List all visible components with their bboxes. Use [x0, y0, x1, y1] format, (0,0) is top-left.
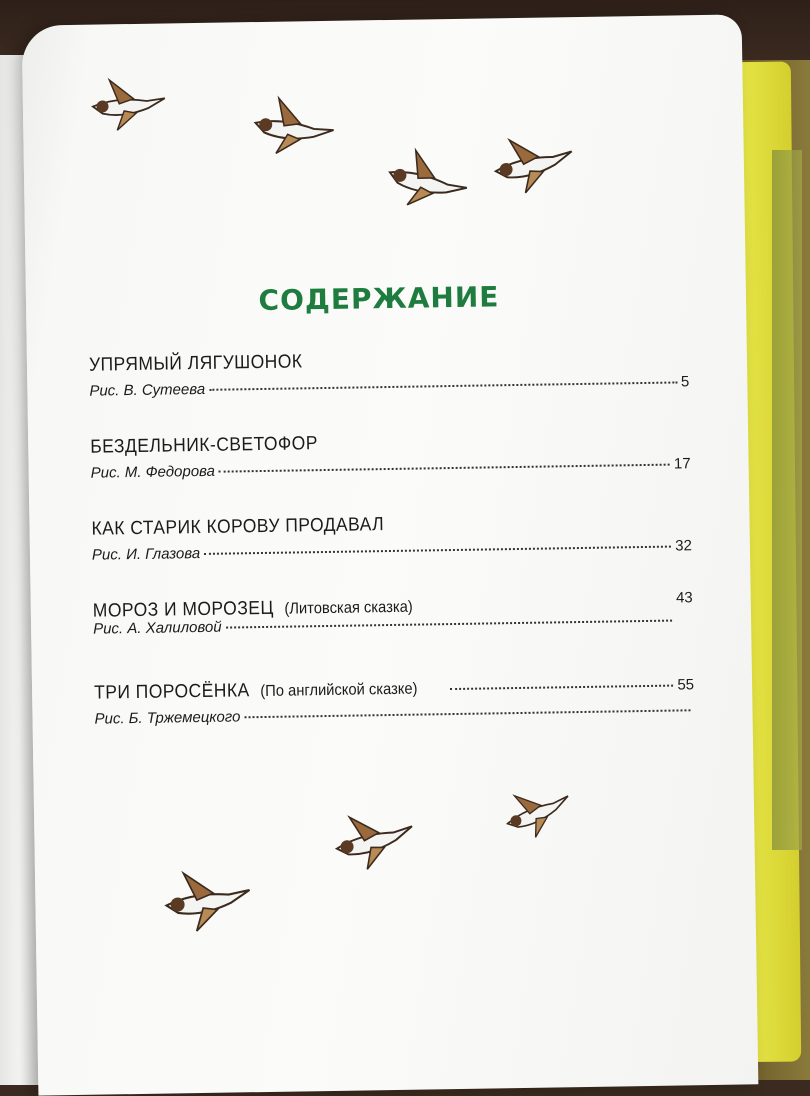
entry-title: БЕЗДЕЛЬНИК-СВЕТОФОР: [90, 433, 319, 458]
entry-artist: Рис. В. Сутеева: [89, 380, 206, 400]
entry-title: ТРИ ПОРОСЁНКА (По английской сказке): [93, 680, 418, 704]
bird-illustration: [164, 868, 253, 934]
dot-leader: [226, 619, 673, 629]
page-title: СОДЕРЖАНИЕ: [258, 280, 500, 318]
toc-entry[interactable]: [90, 427, 691, 518]
entry-page-number: 55: [677, 676, 695, 694]
bird-illustration: [331, 806, 418, 874]
entry-title: МОРОЗ И МОРОЗЕЦ (Литовская сказка): [92, 597, 413, 622]
bird-illustration: [500, 779, 577, 844]
entry-note: (По английской сказке): [260, 680, 418, 701]
entry-line: [92, 537, 692, 563]
entry-artist: Рис. Б. Тржемецкого: [94, 708, 241, 728]
entry-page-number: 5: [680, 373, 690, 391]
entry-artist: Рис. И. Глазова: [91, 544, 201, 564]
dot-leader: [244, 708, 690, 718]
entry-artist: Рис. А. Халиловой: [92, 618, 222, 638]
entry-page-number: 32: [675, 537, 693, 555]
entry-line: [94, 701, 694, 727]
entry-page-number: 43: [675, 589, 693, 607]
toc-entry[interactable]: [93, 591, 694, 682]
entry-line: [91, 455, 691, 481]
entry-title: КАК СТАРИК КОРОВУ ПРОДАВАЛ: [91, 514, 385, 540]
dot-leader: [209, 380, 677, 390]
entry-note: (Литовская сказка): [284, 598, 413, 618]
toc-entry[interactable]: [89, 345, 690, 436]
bird-illustration: [491, 131, 577, 197]
book-page: [22, 14, 759, 1095]
dot-leader: [204, 545, 671, 555]
entry-artist: Рис. М. Федорова: [90, 462, 216, 482]
cover-edge: [772, 150, 802, 850]
toc-entry[interactable]: [91, 509, 692, 600]
dot-leader: [450, 684, 674, 691]
table-of-contents: [89, 345, 695, 764]
bird-illustration: [382, 145, 473, 220]
bird-illustration: [250, 95, 337, 164]
entry-page-number: 17: [673, 455, 691, 473]
entry-title: УПРЯМЫЙ ЛЯГУШОНОК: [88, 351, 303, 376]
dot-leader: [219, 463, 670, 473]
bird-illustration: [93, 79, 166, 131]
toc-entry[interactable]: [94, 673, 695, 764]
entry-line: [89, 373, 689, 399]
